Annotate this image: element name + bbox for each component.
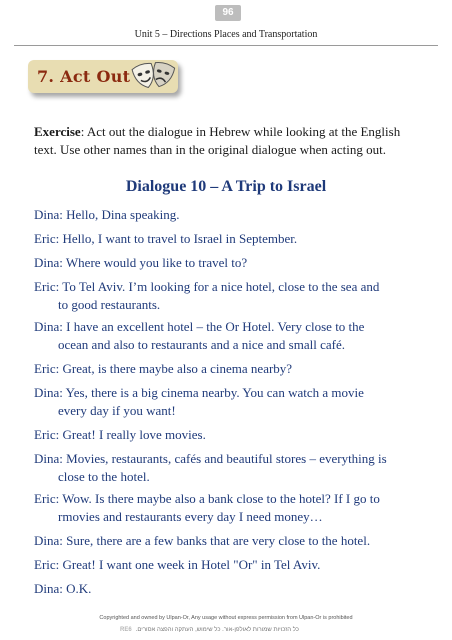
line-text: : Wow. Is there maybe also a bank close to the hotel? If I go to [55,491,380,506]
speaker-name: Eric [34,361,56,376]
line-continuation: ocean and also to restaurants and a nice and small café. [58,337,345,352]
exercise-text: : Act out the dialogue in Hebrew while looking at the English text. Use other names than in the original dialogue when acting out. [34,124,401,157]
footer-code: RE6 [120,627,132,633]
line-text: : To Tel Aviv. I’m looking for a nice hotel, close to the sea and [55,279,380,294]
speaker-name: Dina [34,319,60,334]
line-text: : Hello, Dina speaking. [59,207,180,222]
dialogue-line [34,230,414,248]
section-banner [28,60,178,93]
section-title: 7. Act Out [37,67,131,86]
speaker-name: Dina [34,385,60,400]
line-text: : Great! I really love movies. [55,427,206,442]
speaker-name: Dina [34,533,60,548]
dialogue-line [34,450,414,486]
exercise-label: Exercise [34,124,81,139]
header-divider [14,45,438,46]
dialogue-title: Dialogue 10 – A Trip to Israel [125,178,327,195]
line-continuation: close to the hotel. [58,469,150,484]
speaker-name: Dina [34,581,60,596]
line-text: : Movies, restaurants, cafés and beautiful stores – everything is [59,451,387,466]
dialogue-line [34,490,414,526]
dialogue-line [34,206,414,224]
line-text: : I have an excellent hotel – the Or Hotel. Very close to the [59,319,365,334]
line-text: : Where would you like to travel to? [59,255,248,270]
line-text: : O.K. [59,581,92,596]
exercise-instructions [34,123,406,159]
line-continuation: rmovies and restaurants every day I need money… [58,509,323,524]
dialogue-line [34,254,414,272]
dialogue-line [34,360,414,378]
dialogue-line [34,278,414,314]
dialogue-line [34,426,414,444]
copyright-notice: Copyrighted and owned by Ulpan-Or, Any usage without express permission from Ulpan-Or is prohibited [99,615,353,621]
dialogue-line [34,384,414,420]
speaker-name: Eric [34,491,56,506]
dialogue-line [34,532,414,550]
speaker-name: Dina [34,255,60,270]
line-continuation: every day if you want! [58,403,176,418]
speaker-name: Eric [34,427,56,442]
dialogue-line [34,556,414,574]
footer-hebrew-line [120,627,299,633]
line-continuation: to good restaurants. [58,297,161,312]
page-number-badge: 96 [215,5,241,21]
footer-hebrew-notice: כל הזכויות שמורות לאולפן-אור. כל שימוש, העתקה והפצה אסורים. [135,627,299,633]
line-text: : Hello, I want to travel to Israel in September. [55,231,298,246]
speaker-name: Dina [34,207,60,222]
speaker-name: Eric [34,279,56,294]
line-text: : Great, is there maybe also a cinema nearby? [55,361,293,376]
line-text: : Yes, there is a big cinema nearby. You can watch a movie [59,385,364,400]
speaker-name: Eric [34,557,56,572]
unit-header: Unit 5 – Directions Places and Transportation [134,29,318,40]
line-text: : Great! I want one week in Hotel "Or" in Tel Aviv. [55,557,321,572]
line-text: : Sure, there are a few banks that are very close to the hotel. [59,533,371,548]
speaker-name: Dina [34,451,60,466]
dialogue-line [34,318,414,354]
theatre-masks-icon [130,61,176,92]
dialogue-line [34,580,414,598]
speaker-name: Eric [34,231,56,246]
